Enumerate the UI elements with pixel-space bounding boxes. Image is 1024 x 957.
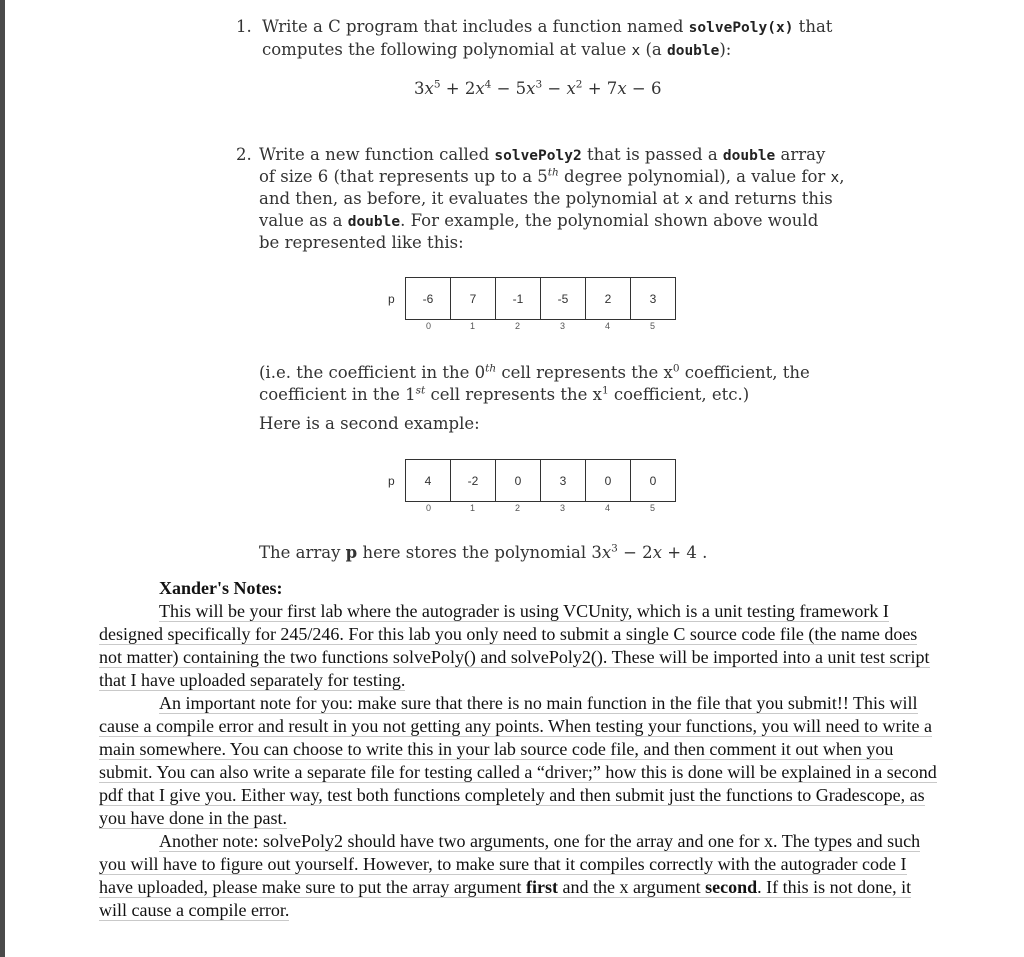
array2-description: The array p here stores the polynomial $3x^3 - 2x + 4$ . xyxy=(259,542,708,562)
array1-cell: 7 xyxy=(451,277,496,320)
array1-index: 1 xyxy=(470,321,476,331)
array1-cell: -6 xyxy=(405,277,451,320)
array2-cell: 0 xyxy=(631,459,676,502)
array2-cell: 4 xyxy=(405,459,451,502)
xanders-notes xyxy=(99,577,939,922)
notes-paragraph-1: This will be your first lab where the autograder is using VCUnity, which is a unit testing framework I designed specifically for 245/246. For this lab you only need to submit a single C source code file (the name does not matter) containing the two functions solvePoly() and solvePoly2(). These will be imported into a unit test script that I have uploaded separately for testing. xyxy=(99,601,930,690)
notes-paragraph-3: Another note: solvePoly2 should have two arguments, one for the array and one for x. The types and such you will have to figure out yourself. However, to make sure that it compiles correctly with the autograder code I have uploaded, please make sure to put the array argument first and the x argument second. If this is not done, it will cause a compile error. xyxy=(99,831,921,920)
array1-cell: 2 xyxy=(586,277,631,320)
array2-index: 3 xyxy=(560,503,566,513)
notes-paragraph-2: An important note for you: make sure that there is no main function in the file that you submit!! This will cause a compile error and result in you not getting any points. When testing your functions, you will need to write a main somewhere. You can choose to write this in your lab source code file, and then comment it out when you submit. You can also write a separate file for testing called a “driver;” how this is done will be explained in a second pdf that I give you. Either way, test both functions completely and then submit just the functions to Gradescope, as you have done in the past. xyxy=(99,693,937,828)
array1-cell: -5 xyxy=(541,277,586,320)
array1-cell: 3 xyxy=(631,277,676,320)
code-solvepoly: solvePoly(x) xyxy=(688,20,794,36)
array2-cell: 0 xyxy=(496,459,541,502)
array1-index: 3 xyxy=(560,321,566,331)
q2-line-2: of size 6 (that represents up to a 5th degree polynomial), a value for x, xyxy=(259,166,845,186)
array2-index: 2 xyxy=(515,503,521,513)
array1-label: p xyxy=(388,292,395,306)
q2-line-5: be represented like this: xyxy=(259,233,464,252)
notes-heading: Xander's Notes: xyxy=(159,578,283,598)
array2-index: 1 xyxy=(470,503,476,513)
array2-index: 0 xyxy=(426,503,432,513)
array1 xyxy=(405,277,676,320)
q1-line-2: computes the following polynomial at value x (a double): xyxy=(262,40,732,59)
array1-cell: -1 xyxy=(496,277,541,320)
array2-label: p xyxy=(388,474,395,488)
q1-number: 1. xyxy=(236,17,252,36)
q2-ie-line-1: (i.e. the coefficient in the 0th cell represents the $x^0$ coefficient, the xyxy=(259,362,810,382)
q2-ie-line-2: coefficient in the 1st cell represents the $x^1$ coefficient, etc.) xyxy=(259,384,750,404)
array1-index: 4 xyxy=(605,321,611,331)
array2 xyxy=(405,459,676,502)
q2-line-3: and then, as before, it evaluates the polynomial at x and returns this xyxy=(259,189,833,208)
array1-index: 5 xyxy=(650,321,656,331)
q1-polynomial: $3x^5 + 2x^4 - 5x^3 - x^2 + 7x - 6$ xyxy=(414,78,662,98)
array1-index: 2 xyxy=(515,321,521,331)
array2-index: 5 xyxy=(650,503,656,513)
array2-cell: 3 xyxy=(541,459,586,502)
q2-line-1: Write a new function called solvePoly2 that is passed a double array xyxy=(259,145,826,164)
array2-polynomial: $3x^3 - 2x + 4$ xyxy=(591,542,697,562)
array2-cell: 0 xyxy=(586,459,631,502)
array2-cell: -2 xyxy=(451,459,496,502)
array1-index: 0 xyxy=(426,321,432,331)
q2-second-example: Here is a second example: xyxy=(259,414,480,433)
q2-number: 2. xyxy=(236,145,252,164)
q2-line-4: value as a double. For example, the polynomial shown above would xyxy=(259,211,819,230)
array2-index: 4 xyxy=(605,503,611,513)
q1-line-1: Write a C program that includes a function named solvePoly(x) that xyxy=(262,17,833,36)
page-left-border xyxy=(0,0,5,957)
